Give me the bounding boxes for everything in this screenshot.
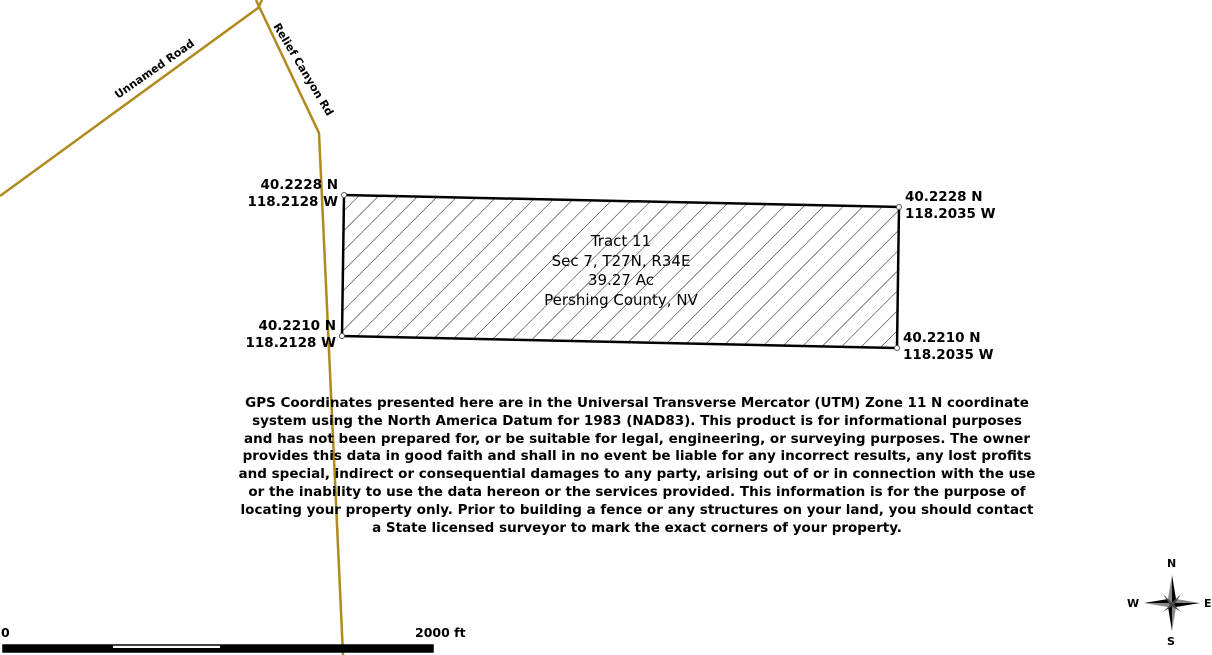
- corner-lon: 118.2035 W: [905, 206, 996, 222]
- compass-north-label: N: [1167, 557, 1177, 570]
- corner-lat: 40.2228 N: [905, 189, 983, 205]
- unnamed-road-line: [0, 0, 262, 196]
- corner-marker-se: [895, 346, 900, 351]
- compass-east-label: E: [1204, 597, 1212, 610]
- corner-marker-sw: [340, 334, 345, 339]
- county-state: Pershing County, NV: [544, 290, 698, 309]
- scale-bar-segment: [3, 645, 113, 652]
- legal-description: Sec 7, T27N, R34E: [551, 251, 691, 270]
- parcel-label: [490, 232, 752, 310]
- corner-label-nw: [236, 177, 338, 211]
- scale-end-label: 2000 ft: [415, 625, 466, 640]
- scale-bar-segment: [220, 645, 433, 652]
- corner-label-sw: [234, 318, 336, 352]
- corner-marker-ne: [897, 205, 902, 210]
- disclaimer-text: GPS Coordinates presented here are in the Universal Transverse Mercator (UTM) Zone 11 N coordinate system using the North America Datum for 1983 (NAD83). This product is for informational purposes and has not been prepared for, or be suitable for legal, engineering, or surveying purposes. The owner provides this data in good faith and shall in no event be liable for any incorrect results, any lost profits and special, indirect or consequential damages to any party, arising out of or in connection with the use or the inability to use the data hereon or the services provided. This information is for the purpose of locating your property only. Prior to building a fence or any structures on your land, you should contact a State licensed surveyor to mark the exact corners of your property.: [238, 395, 1036, 536]
- compass-south-label: S: [1167, 635, 1175, 648]
- corner-lat: 40.2210 N: [903, 330, 981, 346]
- corner-lon: 118.2128 W: [245, 335, 336, 351]
- corner-label-ne: [905, 189, 995, 223]
- corner-lat: 40.2228 N: [260, 177, 338, 193]
- scale-start-label: 0: [1, 625, 10, 640]
- unnamed-road-label: Unnamed Road: [112, 36, 197, 102]
- corner-lon: 118.2035 W: [903, 347, 994, 363]
- corner-label-se: [903, 330, 993, 364]
- scale-bar: [3, 645, 433, 652]
- corner-lon: 118.2128 W: [247, 194, 338, 210]
- acreage: 39.27 Ac: [588, 271, 654, 289]
- compass-rose-icon: [1144, 575, 1200, 631]
- scale-bar-segment: [113, 648, 220, 652]
- relief-canyon-road-label: Relief Canyon Rd: [270, 20, 336, 119]
- corner-marker-nw: [342, 193, 347, 198]
- compass-west-label: W: [1127, 597, 1140, 610]
- corner-lat: 40.2210 N: [258, 318, 336, 334]
- tract-name: Tract 11: [590, 232, 652, 250]
